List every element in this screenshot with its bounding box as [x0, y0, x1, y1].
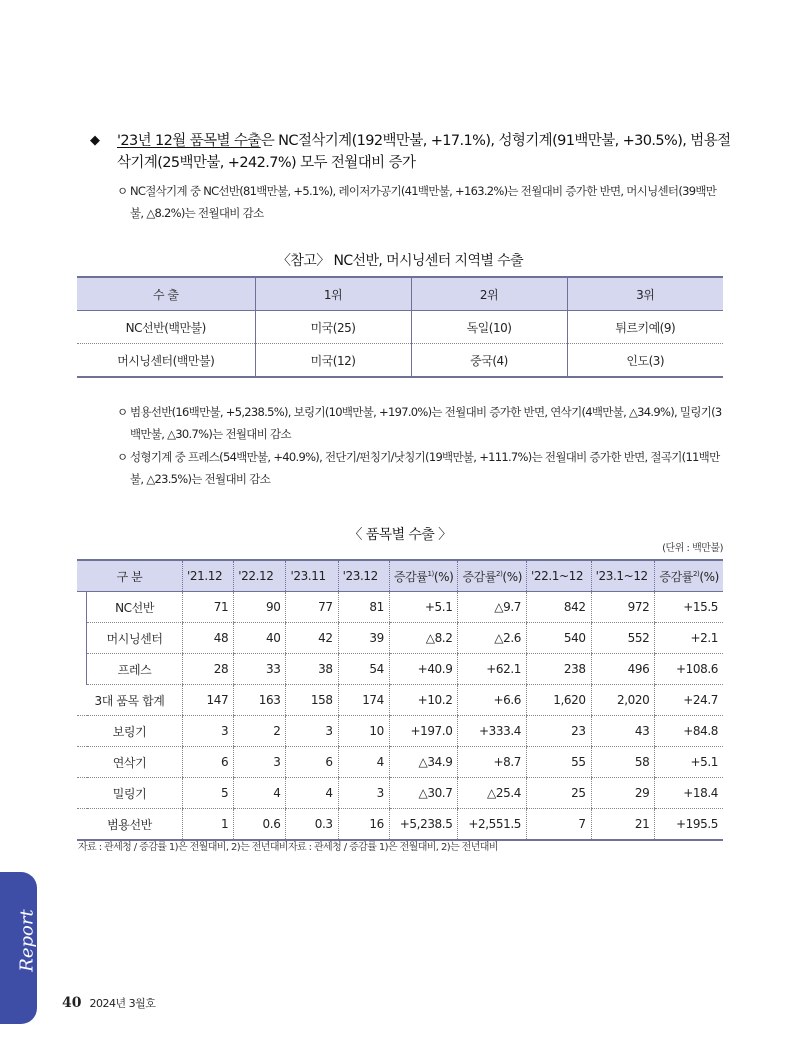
table-cell: 1,620	[527, 685, 592, 716]
table-cell: 독일(10)	[411, 311, 567, 344]
table-cell: +195.5	[655, 809, 723, 841]
headline-underlined: '23년 12월 품목별 수출	[117, 133, 261, 149]
unit-label: (단위 : 백만불)	[662, 543, 723, 554]
row-label: 보링기	[77, 716, 182, 747]
table-cell: 2,020	[591, 685, 655, 716]
table-cell: 238	[527, 654, 592, 685]
table-cell: +15.5	[655, 592, 723, 623]
table-cell: 972	[591, 592, 655, 623]
table-row	[77, 592, 723, 623]
table-cell: +2.1	[655, 623, 723, 654]
table-row	[77, 685, 723, 716]
ref-header-cell: 3위	[567, 277, 723, 311]
headline-text: 은 NC절삭기계(192백만불, +17.1%), 성형기계(91백만불, +30.5%), 범용절삭기계(25백만불, +242.7%) 모두 전월대비 증가	[117, 133, 731, 171]
ref-table-header	[77, 277, 723, 311]
table-cell: +24.7	[655, 685, 723, 716]
table-cell: 39	[338, 623, 389, 654]
table-cell: 71	[182, 592, 233, 623]
table-cell: 42	[286, 623, 338, 654]
header-category: 구 분	[77, 560, 182, 592]
page-number: 40	[62, 995, 82, 1011]
table-cell: 540	[527, 623, 592, 654]
table-cell: 6	[182, 747, 233, 778]
header-period: '22.12	[234, 560, 286, 592]
table-cell: 미국(12)	[255, 344, 411, 378]
table-cell: 0.3	[286, 809, 338, 841]
table-cell: +108.6	[655, 654, 723, 685]
table-row	[77, 778, 723, 809]
table-cell: △30.7	[389, 778, 458, 809]
table-cell: 81	[338, 592, 389, 623]
ref-header-cell: 수 출	[77, 277, 255, 311]
table-cell: 40	[234, 623, 286, 654]
table-cell: +8.7	[458, 747, 527, 778]
circle-bullet-icon: ㅇ	[117, 405, 128, 419]
table-cell: NC선반(백만불)	[77, 311, 255, 344]
table-cell: 38	[286, 654, 338, 685]
bullet-text: NC절삭기계 중 NC선반(81백만불, +5.1%), 레이저가공기(41백만불, +163.2%)는 전월대비 증가한 반면, 머시닝센터(39백만불, △8.2%)는 전월대비 감소	[130, 184, 717, 220]
table-row	[77, 344, 723, 378]
row-indent	[77, 654, 87, 685]
table-cell: 147	[182, 685, 233, 716]
side-label: Report	[16, 909, 38, 972]
table-cell: 552	[591, 623, 655, 654]
table-cell: 미국(25)	[255, 311, 411, 344]
table-cell: △8.2	[389, 623, 458, 654]
row-label: 밀링기	[77, 778, 182, 809]
ref-table-caption: 〈참고〉 NC선반, 머시닝센터 지역별 수출	[276, 253, 524, 269]
main-table-header	[77, 560, 723, 592]
table-cell: 7	[527, 809, 592, 841]
table-cell: 58	[591, 747, 655, 778]
table-cell: +10.2	[389, 685, 458, 716]
ref-table	[77, 276, 723, 378]
table-cell: +5.1	[655, 747, 723, 778]
table-cell: 158	[286, 685, 338, 716]
main-table-caption: 〈 품목별 수출 〉	[348, 527, 452, 543]
bullet-text: 범용선반(16백만불, +5,238.5%), 보링기(10백만불, +197.0%)는 전월대비 증가한 반면, 연삭기(4백만불, △34.9%), 밀링기(3백만불, △30.7%)는 전월대비 감소	[130, 405, 722, 441]
header-growth-yoy: 증감률$^{2)}$(%)	[655, 560, 723, 592]
table-cell: 인도(3)	[567, 344, 723, 378]
row-label: 프레스	[87, 654, 183, 685]
table-cell: 3	[234, 747, 286, 778]
header-period: '23.11	[286, 560, 338, 592]
table-cell: 48	[182, 623, 233, 654]
bullet-text: 성형기계 중 프레스(54백만불, +40.9%), 전단기/펀칭기/낫칭기(19백만불, +111.7%)는 전월대비 증가한 반면, 절곡기(11백만불, △23.5%)는 전월대비 감소	[130, 450, 720, 486]
table-cell: +5.1	[389, 592, 458, 623]
header-growth-mom: 증감률$^{1)}$(%)	[389, 560, 458, 592]
table-cell: 튀르키예(9)	[567, 311, 723, 344]
table-cell: +62.1	[458, 654, 527, 685]
table-cell: 163	[234, 685, 286, 716]
table-cell: 496	[591, 654, 655, 685]
row-label: 3대 품목 합계	[77, 685, 182, 716]
row-indent	[77, 592, 87, 623]
table-cell: 25	[527, 778, 592, 809]
table-cell: 6	[286, 747, 338, 778]
diamond-bullet-icon: ◆	[90, 133, 100, 148]
table-cell: 4	[286, 778, 338, 809]
table-row	[77, 809, 723, 841]
table-cell: +84.8	[655, 716, 723, 747]
table-cell: 4	[234, 778, 286, 809]
issue-label: 2024년 3월호	[89, 997, 156, 1010]
ref-header-cell: 1위	[255, 277, 411, 311]
table-cell: 0.6	[234, 809, 286, 841]
table-cell: 5	[182, 778, 233, 809]
header-period: '23.12	[338, 560, 389, 592]
header-period: '23.1~12	[591, 560, 655, 592]
footer	[62, 995, 155, 1011]
table-cell: 77	[286, 592, 338, 623]
table-row	[77, 623, 723, 654]
table-cell: 10	[338, 716, 389, 747]
table-row	[77, 654, 723, 685]
header-period: '22.1~12	[527, 560, 592, 592]
table-cell: 54	[338, 654, 389, 685]
headline	[90, 130, 740, 174]
circle-bullet-icon: ㅇ	[117, 184, 128, 198]
circle-bullet-icon: ㅇ	[117, 450, 128, 464]
table-cell: +18.4	[655, 778, 723, 809]
table-cell: 중국(4)	[411, 344, 567, 378]
table-cell: 90	[234, 592, 286, 623]
export-table	[77, 559, 723, 841]
table-cell: 33	[234, 654, 286, 685]
table-cell: △2.6	[458, 623, 527, 654]
table-cell: △25.4	[458, 778, 527, 809]
ref-header-cell: 2위	[411, 277, 567, 311]
table-cell: 2	[234, 716, 286, 747]
table-row	[77, 747, 723, 778]
table-cell: +6.6	[458, 685, 527, 716]
table-cell: 4	[338, 747, 389, 778]
row-indent	[77, 623, 87, 654]
table-cell: 174	[338, 685, 389, 716]
table-cell: 29	[591, 778, 655, 809]
table-cell: 43	[591, 716, 655, 747]
table-cell: 1	[182, 809, 233, 841]
row-label: 범용선반	[77, 809, 182, 841]
table-cell: △9.7	[458, 592, 527, 623]
table-cell: +40.9	[389, 654, 458, 685]
table-cell: 3	[182, 716, 233, 747]
table-cell: +333.4	[458, 716, 527, 747]
source-note: 자료 : 관세청 / 증감률 1)은 전월대비, 2)는 전년대비자료 : 관세청 / 증감률 1)은 전월대비, 2)는 전년대비	[78, 842, 498, 853]
table-cell: 23	[527, 716, 592, 747]
bullet-item	[117, 180, 729, 224]
table-cell: 21	[591, 809, 655, 841]
table-cell: 16	[338, 809, 389, 841]
header-growth-yoy: 증감률$^{2)}$(%)	[458, 560, 527, 592]
bullet-item	[117, 401, 729, 445]
table-cell: 28	[182, 654, 233, 685]
table-cell: 3	[338, 778, 389, 809]
row-label: NC선반	[87, 592, 183, 623]
table-cell: +5,238.5	[389, 809, 458, 841]
row-label: 머시닝센터	[87, 623, 183, 654]
header-period: '21.12	[182, 560, 233, 592]
table-cell: 머시닝센터(백만불)	[77, 344, 255, 378]
table-cell: +197.0	[389, 716, 458, 747]
bullet-item	[117, 446, 729, 490]
table-cell: 55	[527, 747, 592, 778]
table-cell: 842	[527, 592, 592, 623]
table-row	[77, 311, 723, 344]
table-cell: 3	[286, 716, 338, 747]
table-cell: △34.9	[389, 747, 458, 778]
row-label: 연삭기	[77, 747, 182, 778]
table-cell: +2,551.5	[458, 809, 527, 841]
table-row	[77, 716, 723, 747]
